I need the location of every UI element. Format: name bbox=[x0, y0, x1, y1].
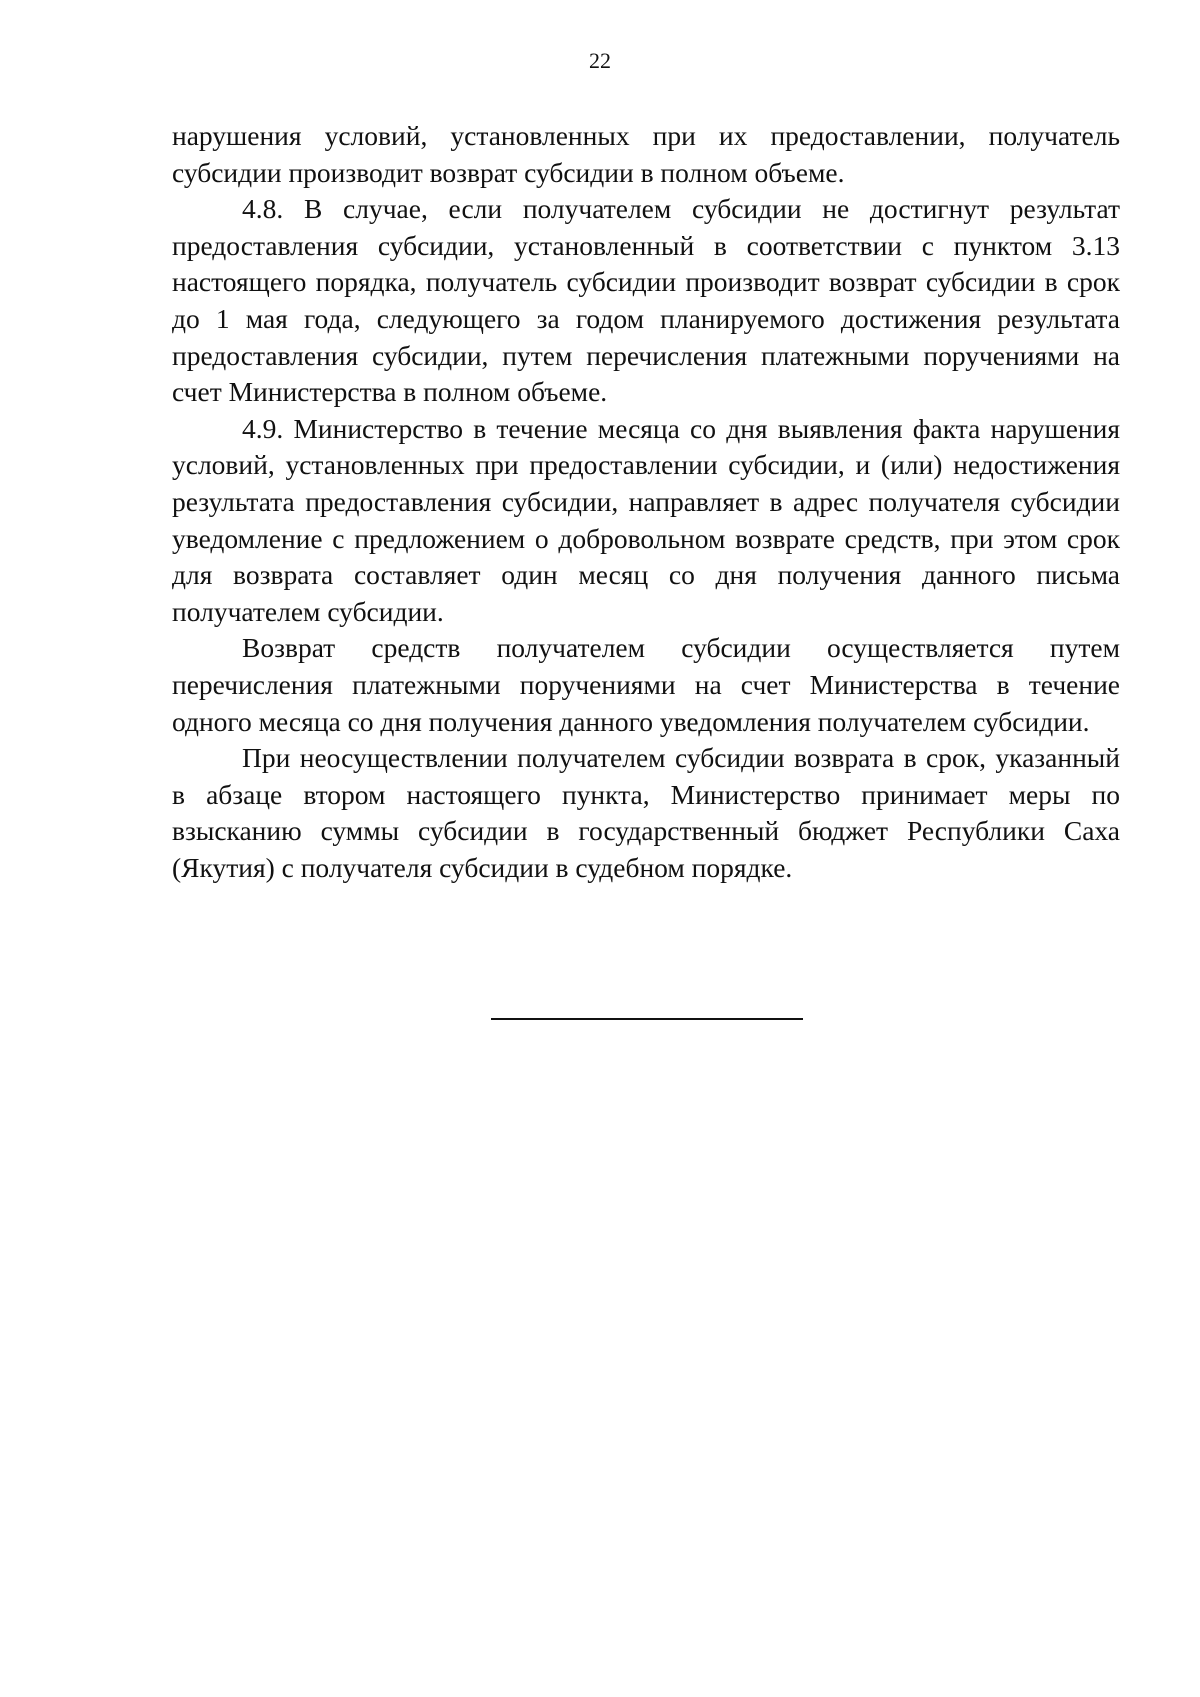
paragraph-refund-procedure: Возврат средств получателем субсидии осуществляется путем перечисления платежными поручениями на счет Министерства в течение одного месяца со дня получения данного уведомления получателем субсидии. bbox=[172, 632, 1120, 737]
document-body bbox=[172, 118, 1120, 886]
page-number: 22 bbox=[589, 48, 611, 73]
paragraph-continuation: нарушения условий, установленных при их предоставлении, получатель субсидии производит возврат субсидии в полном объеме. bbox=[172, 120, 1120, 188]
end-of-document-rule bbox=[491, 1018, 803, 1020]
paragraph-4-9: 4.9. Министерство в течение месяца со дня выявления факта нарушения условий, установленных при предоставлении субсидии, и (или) недостижения результата предоставления субсидии, направляет в адрес получателя субсидии уведомление с предложением о добровольном возврате средств, при этом срок для возврата составляет один месяц со дня получения данного письма получателем субсидии. bbox=[172, 412, 1120, 627]
paragraph-4-8: 4.8. В случае, если получателем субсидии не достигнут результат предоставления субсидии, установленный в соответствии с пунктом 3.13 настоящего порядка, получатель субсидии производит возврат субсидии в срок до 1 мая года, следующего за годом планируемого достижения результата предоставления субсидии, путем перечисления платежными поручениями на счет Министерства в полном объеме. bbox=[172, 193, 1120, 408]
paragraph-enforcement: При неосуществлении получателем субсидии возврата в срок, указанный в абзаце втором настоящего пункта, Министерство принимает меры по взысканию суммы субсидии в государственный бюджет Республики Саха (Якутия) с получателя субсидии в судебном порядке. bbox=[172, 742, 1120, 883]
